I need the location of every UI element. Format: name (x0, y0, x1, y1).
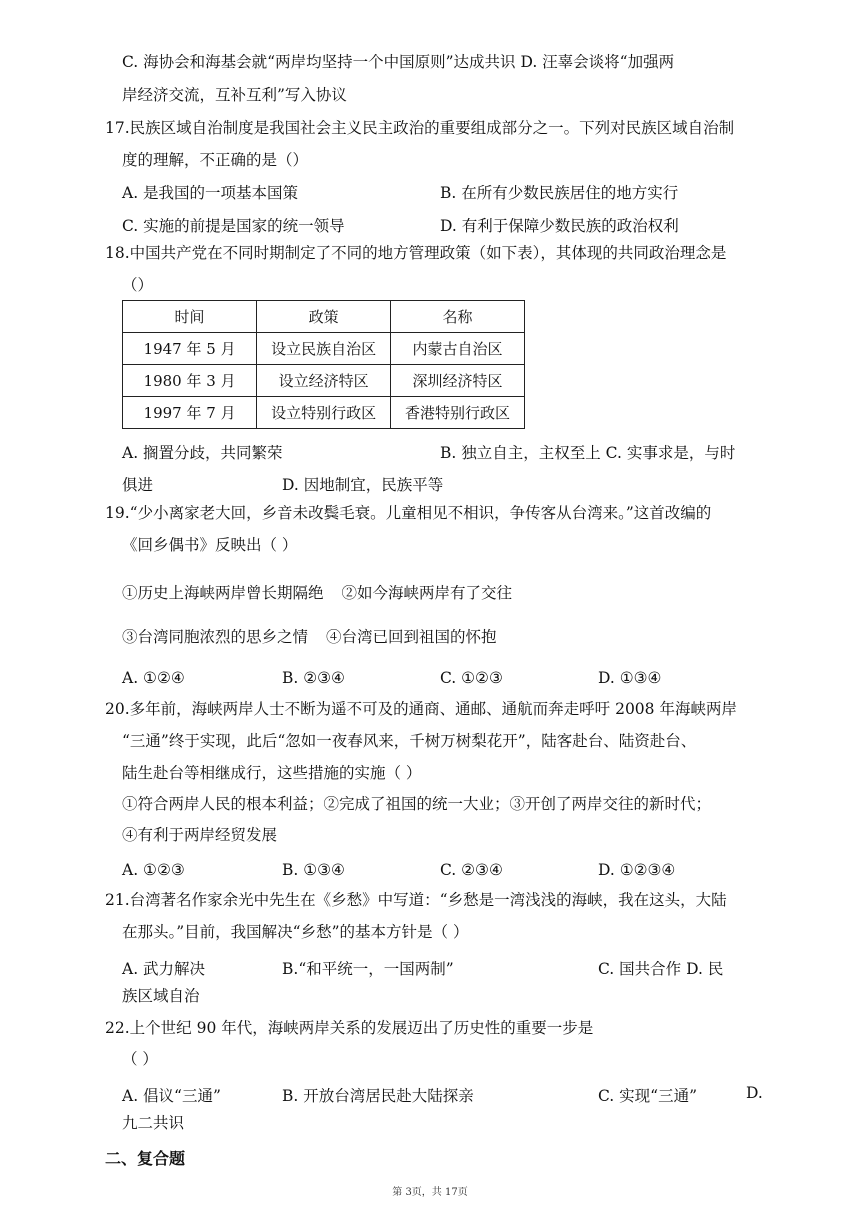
q16-option-d-continuation: 岸经济交流，互补互利”写入协议 (122, 86, 347, 104)
q19-stem-line1: 19.“少小离家老大回，乡音未改鬓毛衰。儿童相见不相识，争传客从台湾来。”这首改编的 (105, 504, 712, 522)
q17-options-row2 (122, 214, 762, 235)
table-cell-time: 1947 年 5 月 (123, 333, 257, 365)
table-header-time: 时间 (123, 301, 257, 333)
q21-option-d-continuation: 族区域自治 (122, 987, 200, 1005)
q19-statement-4: ④台湾已回到祖国的怀抱 (326, 628, 497, 646)
q22-option-d[interactable]: D. (746, 1084, 763, 1102)
table-cell-policy: 设立经济特区 (257, 365, 391, 397)
q19-option-b[interactable]: B. ②③④ (282, 669, 345, 687)
table-cell-policy: 设立特别行政区 (257, 397, 391, 429)
q18-option-d[interactable]: D. 因地制宜，民族平等 (282, 476, 444, 494)
q18-option-b-c[interactable]: B. 独立自主，主权至上 C. 实事求是，与时 (440, 444, 736, 462)
q20-option-d[interactable]: D. ①②③④ (598, 861, 676, 879)
q18-options-row1 (122, 441, 762, 462)
q21-option-c-d[interactable]: C. 国共合作 D. 民 (598, 960, 724, 978)
q21-stem-line2: 在那头。”目前，我国解决“乡愁”的基本方针是（ ） (122, 923, 469, 941)
q22-stem-line1: 22.上个世纪 90 年代，海峡两岸关系的发展迈出了历史性的重要一步是 (105, 1019, 594, 1037)
q20-options-row (122, 861, 762, 879)
q21-option-a[interactable]: A. 武力解决 (122, 960, 206, 978)
q17-option-a[interactable]: A. 是我国的一项基本国策 (122, 184, 299, 202)
q21-stem-line1: 21.台湾著名作家余光中先生在《乡愁》中写道：“乡愁是一湾浅浅的海峡，我在这头，大陆 (105, 891, 727, 909)
q19-options-row (122, 669, 762, 687)
q19-statement-3: ③台湾同胞浓烈的思乡之情 (122, 628, 309, 646)
table-header-row (123, 301, 525, 333)
table-cell-policy: 设立民族自治区 (257, 333, 391, 365)
table-cell-name: 深圳经济特区 (391, 365, 525, 397)
q22-option-c[interactable]: C. 实现“三通” (598, 1087, 698, 1105)
table-row (123, 333, 525, 365)
q16-option-cd-line: C. 海协会和海基会就“两岸均坚持一个中国原则”达成共识 D. 汪辜会谈将“加强两 (122, 53, 675, 71)
q19-statement-2: ②如今海峡两岸有了交往 (341, 584, 513, 602)
q19-statements-row2 (122, 625, 515, 647)
page-footer: 第 3页，共 17页 (392, 1187, 468, 1198)
q20-statements-line1: ①符合两岸人民的根本利益；②完成了祖国的统一大业；③开创了两岸交往的新时代； (122, 795, 712, 813)
q22-option-b[interactable]: B. 开放台湾居民赴大陆探亲 (282, 1087, 474, 1105)
q18-option-c-continuation: 俱进 (122, 476, 154, 494)
q22-option-a[interactable]: A. 倡议“三通” (122, 1087, 221, 1105)
q19-option-c[interactable]: C. ①②③ (440, 669, 503, 687)
q22-stem-line2: （ ） (122, 1050, 158, 1068)
q20-statements-line2: ④有利于两岸经贸发展 (122, 826, 278, 844)
q18-option-a[interactable]: A. 搁置分歧，共同繁荣 (122, 444, 283, 462)
q19-statement-1: ①历史上海峡两岸曾长期隔绝 (122, 584, 324, 602)
q17-option-d[interactable]: D. 有利于保障少数民族的政治权利 (440, 217, 679, 235)
q19-stem-line2: 《回乡偶书》反映出（ ） (122, 536, 298, 554)
q17-stem-line1: 17.民族区域自治制度是我国社会主义民主政治的重要组成部分之一。下列对民族区域自治制 (105, 119, 735, 137)
table-row (123, 365, 525, 397)
table-row (123, 397, 525, 429)
q21-options-row1 (122, 957, 762, 978)
table-header-policy: 政策 (257, 301, 391, 333)
q22-option-d-continuation: 九二共识 (122, 1114, 185, 1132)
section-title: 二、复合题 (105, 1149, 186, 1168)
q18-options-row2 (122, 473, 762, 494)
table-cell-time: 1997 年 7 月 (123, 397, 257, 429)
q20-stem-line1: 20.多年前，海峡两岸人士不断为遥不可及的通商、通邮、通航而奔走呼吁 2008 年海峡两岸 (105, 700, 737, 718)
policy-table (122, 300, 525, 429)
q20-option-c[interactable]: C. ②③④ (440, 861, 503, 879)
q17-option-c[interactable]: C. 实施的前提是国家的统一领导 (122, 217, 345, 235)
q20-option-a[interactable]: A. ①②③ (122, 861, 185, 879)
table-header-name: 名称 (391, 301, 525, 333)
q17-option-b[interactable]: B. 在所有少数民族居住的地方实行 (440, 184, 679, 202)
q18-stem-line1: 18.中国共产党在不同时期制定了不同的地方管理政策（如下表），其体现的共同政治理念是 (105, 244, 727, 262)
q18-stem-line2: （） (122, 276, 154, 294)
q20-option-b[interactable]: B. ①③④ (282, 861, 345, 879)
q22-options-row1 (122, 1084, 763, 1105)
q20-stem-line3: 陆生赴台等相继成行，这些措施的实施（ ） (122, 764, 422, 782)
q19-option-d[interactable]: D. ①③④ (598, 669, 662, 687)
q20-stem-line2: “三通”终于实现，此后“忽如一夜春风来，千树万树梨花开”，陆客赴台、陆资赴台、 (122, 732, 697, 750)
table-cell-name: 内蒙古自治区 (391, 333, 525, 365)
q19-statements-row1 (122, 581, 530, 603)
q19-option-a[interactable]: A. ①②④ (122, 669, 185, 687)
table-cell-name: 香港特别行政区 (391, 397, 525, 429)
q17-stem-line2: 度的理解，不正确的是（） (122, 151, 309, 169)
table-cell-time: 1980 年 3 月 (123, 365, 257, 397)
q21-option-b[interactable]: B.“和平统一，一国两制” (282, 960, 454, 978)
q17-options-row1 (122, 181, 762, 202)
